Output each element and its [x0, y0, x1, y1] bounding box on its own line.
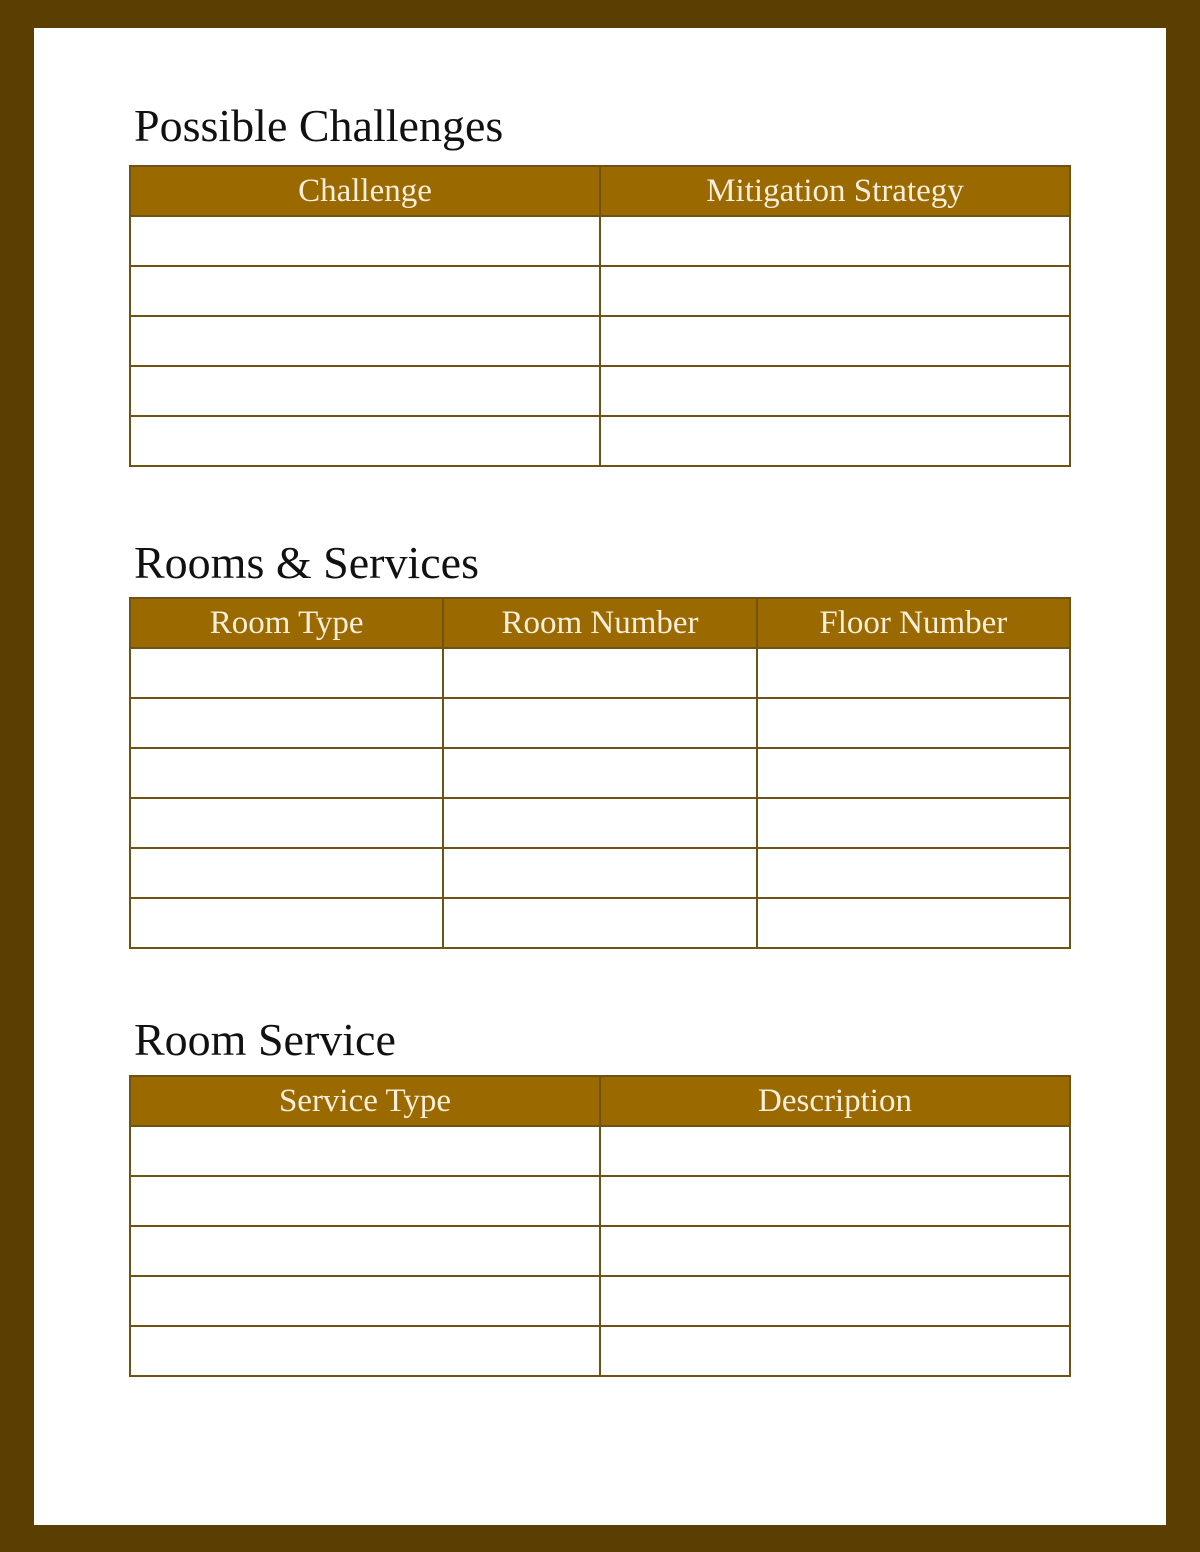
table-cell[interactable] [757, 698, 1070, 748]
column-header-room-number: Room Number [443, 598, 756, 648]
table-cell[interactable] [130, 798, 443, 848]
table-row [130, 266, 1070, 316]
table-row [130, 748, 1070, 798]
table-cell[interactable] [130, 216, 600, 266]
table-cell[interactable] [130, 898, 443, 948]
table-row [130, 1226, 1070, 1276]
table-cell[interactable] [443, 898, 756, 948]
table-cell[interactable] [757, 848, 1070, 898]
table-cell[interactable] [600, 416, 1070, 466]
section-title-challenges: Possible Challenges [134, 100, 504, 151]
table-cell[interactable] [130, 748, 443, 798]
table-cell[interactable] [600, 316, 1070, 366]
table-cell[interactable] [757, 748, 1070, 798]
table-row [130, 798, 1070, 848]
table-cell[interactable] [600, 266, 1070, 316]
table-row [130, 366, 1070, 416]
table-row [130, 416, 1070, 466]
challenges-table [129, 165, 1071, 467]
table-cell[interactable] [600, 1326, 1070, 1376]
table-cell[interactable] [130, 1276, 600, 1326]
room-service-table [129, 1075, 1071, 1377]
column-header-description: Description [600, 1076, 1070, 1126]
table-row [130, 1126, 1070, 1176]
table-cell[interactable] [130, 1226, 600, 1276]
table-cell[interactable] [130, 1326, 600, 1376]
table-cell[interactable] [757, 798, 1070, 848]
table-cell[interactable] [443, 848, 756, 898]
table-cell[interactable] [757, 648, 1070, 698]
section-title-room-service: Room Service [134, 1014, 396, 1065]
rooms-table [129, 597, 1071, 949]
column-header-challenge: Challenge [130, 166, 600, 216]
column-header-floor-number: Floor Number [757, 598, 1070, 648]
table-cell[interactable] [757, 898, 1070, 948]
table-cell[interactable] [600, 1276, 1070, 1326]
table-cell[interactable] [130, 1176, 600, 1226]
table-row [130, 848, 1070, 898]
table-cell[interactable] [443, 798, 756, 848]
table-row [130, 1176, 1070, 1226]
table-cell[interactable] [600, 366, 1070, 416]
table-cell[interactable] [130, 848, 443, 898]
table-cell[interactable] [130, 648, 443, 698]
table-cell[interactable] [130, 416, 600, 466]
table-row [130, 1326, 1070, 1376]
column-header-mitigation: Mitigation Strategy [600, 166, 1070, 216]
table-cell[interactable] [600, 216, 1070, 266]
table-cell[interactable] [600, 1126, 1070, 1176]
column-header-room-type: Room Type [130, 598, 443, 648]
table-cell[interactable] [443, 698, 756, 748]
table-row [130, 216, 1070, 266]
table-row [130, 316, 1070, 366]
table-cell[interactable] [130, 316, 600, 366]
table-cell[interactable] [130, 698, 443, 748]
table-cell[interactable] [600, 1226, 1070, 1276]
table-cell[interactable] [130, 1126, 600, 1176]
table-row [130, 698, 1070, 748]
table-cell[interactable] [443, 748, 756, 798]
table-cell[interactable] [443, 648, 756, 698]
table-row [130, 648, 1070, 698]
column-header-service-type: Service Type [130, 1076, 600, 1126]
section-title-rooms: Rooms & Services [134, 537, 479, 588]
table-cell[interactable] [130, 366, 600, 416]
table-row [130, 898, 1070, 948]
table-cell[interactable] [130, 266, 600, 316]
table-cell[interactable] [600, 1176, 1070, 1226]
table-row [130, 1276, 1070, 1326]
